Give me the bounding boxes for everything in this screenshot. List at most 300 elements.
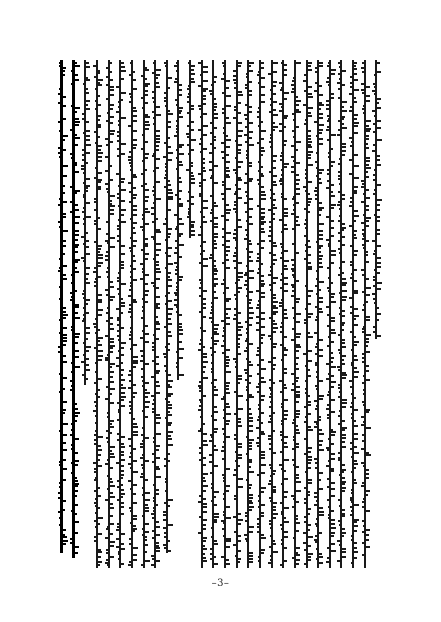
glyph-stroke xyxy=(364,429,366,431)
glyph-stroke xyxy=(366,254,368,256)
glyph-stroke xyxy=(319,308,322,310)
glyph-stroke xyxy=(70,211,75,213)
glyph-stroke xyxy=(373,326,377,328)
glyph-stroke xyxy=(366,217,371,219)
glyph-stroke xyxy=(284,283,288,285)
glyph-stroke xyxy=(363,105,366,107)
glyph-stroke xyxy=(140,226,145,228)
glyph-stroke xyxy=(361,448,366,450)
glyph-stroke xyxy=(362,92,366,94)
glyph-stroke xyxy=(203,216,205,218)
glyph-stroke xyxy=(331,282,333,284)
glyph-stroke xyxy=(331,235,334,237)
glyph-stroke xyxy=(210,177,214,179)
glyph-stroke xyxy=(305,173,308,175)
glyph-stroke xyxy=(83,218,86,220)
glyph-stroke xyxy=(234,308,238,310)
glyph-stroke xyxy=(121,312,123,314)
glyph-stroke xyxy=(61,235,63,237)
glyph-stroke xyxy=(319,169,324,171)
glyph-stroke xyxy=(257,243,261,245)
glyph-stroke xyxy=(131,67,133,69)
glyph-stroke xyxy=(72,167,75,169)
glyph-stroke xyxy=(105,170,110,172)
glyph-stroke xyxy=(236,527,238,529)
glyph-stroke xyxy=(292,243,296,245)
glyph-stroke xyxy=(317,326,319,328)
glyph-stroke xyxy=(63,192,65,194)
glyph-stroke xyxy=(292,198,296,200)
glyph-stroke xyxy=(203,457,206,459)
glyph-stroke xyxy=(176,62,179,64)
glyph-stroke xyxy=(279,464,284,466)
glyph-stroke xyxy=(121,484,123,486)
glyph-stroke xyxy=(366,120,371,122)
glyph-stroke xyxy=(176,362,179,364)
glyph-stroke xyxy=(191,165,193,167)
glyph-stroke xyxy=(280,391,284,393)
glyph-stroke xyxy=(63,409,66,411)
glyph-stroke xyxy=(373,193,377,195)
glyph-stroke xyxy=(296,62,301,64)
glyph-stroke xyxy=(362,244,366,246)
glyph-stroke xyxy=(203,148,207,150)
glyph-stroke xyxy=(363,421,366,423)
glyph-stroke xyxy=(350,201,354,203)
glyph-stroke xyxy=(121,470,124,472)
glyph-stroke xyxy=(338,129,342,131)
glyph-stroke xyxy=(168,87,170,89)
glyph-stroke xyxy=(352,302,354,304)
glyph-stroke xyxy=(308,115,312,117)
glyph-stroke xyxy=(351,402,354,404)
glyph-stroke xyxy=(72,226,75,228)
glyph-stroke xyxy=(245,515,249,517)
glyph-stroke xyxy=(331,296,334,298)
glyph-stroke xyxy=(308,413,311,415)
glyph-stroke xyxy=(110,213,114,215)
glyph-stroke xyxy=(366,411,369,413)
glyph-stroke xyxy=(339,78,342,80)
glyph-stroke xyxy=(145,551,147,553)
glyph-stroke xyxy=(354,530,357,532)
glyph-stroke xyxy=(303,542,308,544)
glyph-stroke xyxy=(223,498,226,500)
glyph-stroke xyxy=(279,302,284,304)
glyph-stroke xyxy=(142,440,145,442)
glyph-stroke xyxy=(179,279,182,281)
glyph-stroke xyxy=(163,514,168,516)
glyph-stroke xyxy=(145,211,150,213)
glyph-stroke xyxy=(304,319,308,321)
glyph-stroke xyxy=(342,532,346,534)
glyph-stroke xyxy=(305,190,308,192)
glyph-stroke xyxy=(63,278,67,280)
glyph-stroke xyxy=(156,86,160,88)
glyph-stroke xyxy=(141,376,145,378)
glyph-stroke xyxy=(257,437,261,439)
glyph-stroke xyxy=(235,172,238,174)
glyph-stroke xyxy=(152,461,156,463)
glyph-stroke xyxy=(156,449,159,451)
glyph-stroke xyxy=(154,352,156,354)
glyph-stroke xyxy=(338,384,342,386)
glyph-stroke xyxy=(98,149,101,151)
glyph-stroke xyxy=(305,380,308,382)
glyph-stroke xyxy=(306,100,308,102)
glyph-stroke xyxy=(377,335,381,337)
glyph-stroke xyxy=(261,312,265,314)
glyph-stroke xyxy=(308,157,311,159)
glyph-stroke xyxy=(375,79,377,81)
glyph-stroke xyxy=(316,558,319,560)
glyph-stroke xyxy=(249,317,253,319)
glyph-stroke xyxy=(110,116,114,118)
glyph-stroke xyxy=(273,204,275,206)
glyph-stroke xyxy=(319,214,321,216)
glyph-stroke xyxy=(258,506,261,508)
glyph-stroke xyxy=(212,62,214,64)
glyph-stroke xyxy=(95,142,98,144)
glyph-stroke xyxy=(186,133,191,135)
glyph-stroke xyxy=(86,144,91,146)
glyph-stroke xyxy=(247,353,249,355)
glyph-stroke xyxy=(84,324,86,326)
glyph-stroke xyxy=(261,86,265,88)
glyph-stroke xyxy=(211,487,214,489)
glyph-stroke xyxy=(234,229,238,231)
glyph-stroke xyxy=(133,79,136,81)
glyph-stroke xyxy=(145,294,148,296)
glyph-stroke xyxy=(234,109,238,111)
glyph-stroke xyxy=(86,282,90,284)
glyph-stroke xyxy=(362,274,366,276)
glyph-stroke xyxy=(363,247,366,249)
glyph-stroke xyxy=(238,535,241,537)
glyph-stroke xyxy=(281,299,284,301)
glyph-stroke xyxy=(270,289,273,291)
glyph-stroke xyxy=(129,543,133,545)
glyph-stroke xyxy=(110,286,114,288)
glyph-stroke xyxy=(75,464,78,466)
glyph-stroke xyxy=(199,108,203,110)
glyph-stroke xyxy=(131,490,133,492)
glyph-stroke xyxy=(63,340,67,342)
glyph-stroke xyxy=(188,191,191,193)
glyph-stroke xyxy=(329,131,331,133)
glyph-stroke xyxy=(245,87,249,89)
glyph-stroke xyxy=(153,510,156,512)
glyph-stroke xyxy=(361,89,366,91)
glyph-stroke xyxy=(273,346,276,348)
glyph-stroke xyxy=(249,442,252,444)
glyph-stroke xyxy=(373,276,377,278)
glyph-stroke xyxy=(249,558,253,560)
glyph-stroke xyxy=(331,220,334,222)
glyph-stroke xyxy=(319,311,323,313)
glyph-stroke xyxy=(273,323,277,325)
glyph-stroke xyxy=(308,536,313,538)
glyph-stroke xyxy=(106,98,110,100)
glyph-stroke xyxy=(261,457,265,459)
glyph-stroke xyxy=(168,180,170,182)
glyph-stroke xyxy=(351,364,354,366)
glyph-stroke xyxy=(245,211,249,213)
glyph-stroke xyxy=(339,267,342,269)
glyph-stroke xyxy=(175,247,179,249)
glyph-stroke xyxy=(96,232,98,234)
glyph-stroke xyxy=(75,333,80,335)
text-column xyxy=(291,60,300,568)
glyph-stroke xyxy=(214,278,218,280)
glyph-stroke xyxy=(133,502,137,504)
glyph-stroke xyxy=(261,263,263,265)
glyph-stroke xyxy=(72,95,75,97)
glyph-stroke xyxy=(351,393,354,395)
glyph-stroke xyxy=(145,406,149,408)
glyph-stroke xyxy=(96,426,98,428)
glyph-stroke xyxy=(108,228,110,230)
glyph-stroke xyxy=(308,146,312,148)
glyph-stroke xyxy=(366,546,370,548)
glyph-stroke xyxy=(329,420,331,422)
glyph-stroke xyxy=(110,453,114,455)
glyph-stroke xyxy=(327,126,331,128)
glyph-stroke xyxy=(130,452,133,454)
glyph-stroke xyxy=(110,317,113,319)
glyph-stroke xyxy=(209,454,214,456)
glyph-stroke xyxy=(363,235,366,237)
glyph-stroke xyxy=(317,544,319,546)
glyph-stroke xyxy=(75,107,80,109)
glyph-stroke xyxy=(249,466,251,468)
glyph-stroke xyxy=(117,335,121,337)
glyph-stroke xyxy=(110,130,115,132)
glyph-stroke xyxy=(366,294,370,296)
glyph-stroke xyxy=(317,392,319,394)
glyph-stroke xyxy=(63,213,66,215)
glyph-stroke xyxy=(273,551,278,553)
glyph-stroke xyxy=(166,203,168,205)
glyph-stroke xyxy=(258,268,261,270)
glyph-stroke xyxy=(374,302,377,304)
glyph-stroke xyxy=(128,438,133,440)
glyph-stroke xyxy=(354,557,357,559)
glyph-stroke xyxy=(354,367,357,369)
glyph-stroke xyxy=(75,261,78,263)
glyph-stroke xyxy=(191,221,195,223)
glyph-stroke xyxy=(121,405,125,407)
glyph-stroke xyxy=(235,157,238,159)
glyph-stroke xyxy=(63,74,65,76)
glyph-stroke xyxy=(293,436,296,438)
glyph-stroke xyxy=(121,92,126,94)
glyph-stroke xyxy=(129,304,133,306)
glyph-stroke xyxy=(354,341,359,343)
glyph-stroke xyxy=(210,472,214,474)
glyph-stroke xyxy=(121,459,125,461)
glyph-stroke xyxy=(164,356,168,358)
glyph-stroke xyxy=(214,428,218,430)
glyph-stroke xyxy=(331,386,334,388)
glyph-stroke xyxy=(308,86,312,88)
glyph-stroke xyxy=(133,392,137,394)
glyph-stroke xyxy=(296,179,300,181)
glyph-stroke xyxy=(199,452,203,454)
glyph-stroke xyxy=(106,271,110,273)
glyph-stroke xyxy=(354,397,356,399)
glyph-stroke xyxy=(106,549,110,551)
glyph-stroke xyxy=(284,436,288,438)
glyph-stroke xyxy=(354,409,358,411)
glyph-stroke xyxy=(261,67,264,69)
glyph-stroke xyxy=(280,159,284,161)
glyph-stroke xyxy=(75,79,79,81)
glyph-stroke xyxy=(187,96,191,98)
glyph-stroke xyxy=(281,106,284,108)
glyph-stroke xyxy=(152,517,156,519)
glyph-stroke xyxy=(130,348,133,350)
glyph-stroke xyxy=(329,347,331,349)
glyph-stroke xyxy=(121,474,124,476)
glyph-stroke xyxy=(117,140,121,142)
glyph-stroke xyxy=(281,483,284,485)
glyph-stroke xyxy=(187,101,191,103)
glyph-stroke xyxy=(152,190,156,192)
glyph-stroke xyxy=(75,74,78,76)
glyph-stroke xyxy=(342,84,345,86)
glyph-stroke xyxy=(200,138,203,140)
glyph-stroke xyxy=(331,329,335,331)
glyph-stroke xyxy=(280,257,284,259)
glyph-stroke xyxy=(342,406,346,408)
glyph-stroke xyxy=(331,191,333,193)
glyph-stroke xyxy=(238,523,241,525)
glyph-stroke xyxy=(75,513,77,515)
glyph-stroke xyxy=(364,397,366,399)
glyph-stroke xyxy=(257,347,261,349)
glyph-stroke xyxy=(152,403,156,405)
glyph-stroke xyxy=(142,306,145,308)
glyph-stroke xyxy=(261,285,264,287)
glyph-stroke xyxy=(179,164,183,166)
glyph-stroke xyxy=(354,62,357,64)
glyph-stroke xyxy=(211,302,214,304)
glyph-stroke xyxy=(199,311,203,313)
glyph-stroke xyxy=(98,294,102,296)
glyph-stroke xyxy=(199,516,203,518)
glyph-stroke xyxy=(82,374,86,376)
glyph-stroke xyxy=(95,332,98,334)
glyph-stroke xyxy=(314,496,319,498)
glyph-stroke xyxy=(284,368,287,370)
glyph-stroke xyxy=(258,300,261,302)
glyph-stroke xyxy=(70,201,75,203)
glyph-stroke xyxy=(203,519,207,521)
glyph-stroke xyxy=(315,364,319,366)
glyph-stroke xyxy=(145,283,148,285)
glyph-stroke xyxy=(73,98,75,100)
glyph-stroke xyxy=(315,462,319,464)
glyph-stroke xyxy=(212,424,214,426)
glyph-stroke xyxy=(226,403,229,405)
glyph-stroke xyxy=(364,284,366,286)
glyph-stroke xyxy=(121,327,124,329)
glyph-stroke xyxy=(108,406,110,408)
glyph-stroke xyxy=(164,536,168,538)
glyph-stroke xyxy=(211,321,214,323)
glyph-stroke xyxy=(118,185,121,187)
glyph-stroke xyxy=(95,405,98,407)
glyph-stroke xyxy=(366,240,369,242)
glyph-stroke xyxy=(269,546,273,548)
glyph-stroke xyxy=(366,225,369,227)
glyph-stroke xyxy=(308,456,312,458)
glyph-stroke xyxy=(236,97,238,99)
glyph-stroke xyxy=(145,200,148,202)
glyph-stroke xyxy=(166,287,168,289)
glyph-stroke xyxy=(203,125,208,127)
glyph-stroke xyxy=(117,228,121,230)
glyph-stroke xyxy=(273,491,276,493)
glyph-stroke xyxy=(244,202,249,204)
glyph-stroke xyxy=(238,346,240,348)
glyph-stroke xyxy=(191,69,194,71)
glyph-stroke xyxy=(282,363,284,365)
glyph-stroke xyxy=(351,141,354,143)
glyph-stroke xyxy=(256,329,261,331)
glyph-stroke xyxy=(131,534,133,536)
glyph-stroke xyxy=(60,473,63,475)
glyph-stroke xyxy=(203,98,206,100)
glyph-stroke xyxy=(133,460,137,462)
glyph-stroke xyxy=(203,103,206,105)
glyph-stroke xyxy=(121,387,126,389)
glyph-stroke xyxy=(249,260,253,262)
glyph-stroke xyxy=(75,306,79,308)
glyph-stroke xyxy=(246,295,249,297)
glyph-stroke xyxy=(121,454,124,456)
glyph-stroke xyxy=(238,179,242,181)
glyph-stroke xyxy=(165,370,168,372)
glyph-stroke xyxy=(106,437,110,439)
glyph-stroke xyxy=(331,293,335,295)
glyph-stroke xyxy=(284,336,287,338)
glyph-stroke xyxy=(351,273,354,275)
glyph-stroke xyxy=(98,188,101,190)
glyph-stroke xyxy=(350,514,354,516)
glyph-stroke xyxy=(224,303,226,305)
glyph-stroke xyxy=(95,100,98,102)
glyph-stroke xyxy=(226,540,231,542)
glyph-stroke xyxy=(308,96,313,98)
glyph-stroke xyxy=(373,83,377,85)
glyph-stroke xyxy=(238,102,241,104)
glyph-stroke xyxy=(342,515,345,517)
glyph-stroke xyxy=(200,253,203,255)
glyph-stroke xyxy=(280,564,284,566)
glyph-stroke xyxy=(306,327,308,329)
glyph-stroke xyxy=(141,185,145,187)
glyph-stroke xyxy=(236,72,238,74)
glyph-stroke xyxy=(96,304,98,306)
glyph-stroke xyxy=(246,150,249,152)
glyph-stroke xyxy=(296,216,299,218)
glyph-stroke xyxy=(110,351,113,353)
glyph-stroke xyxy=(342,471,344,473)
glyph-stroke xyxy=(366,143,368,145)
glyph-stroke xyxy=(308,201,311,203)
